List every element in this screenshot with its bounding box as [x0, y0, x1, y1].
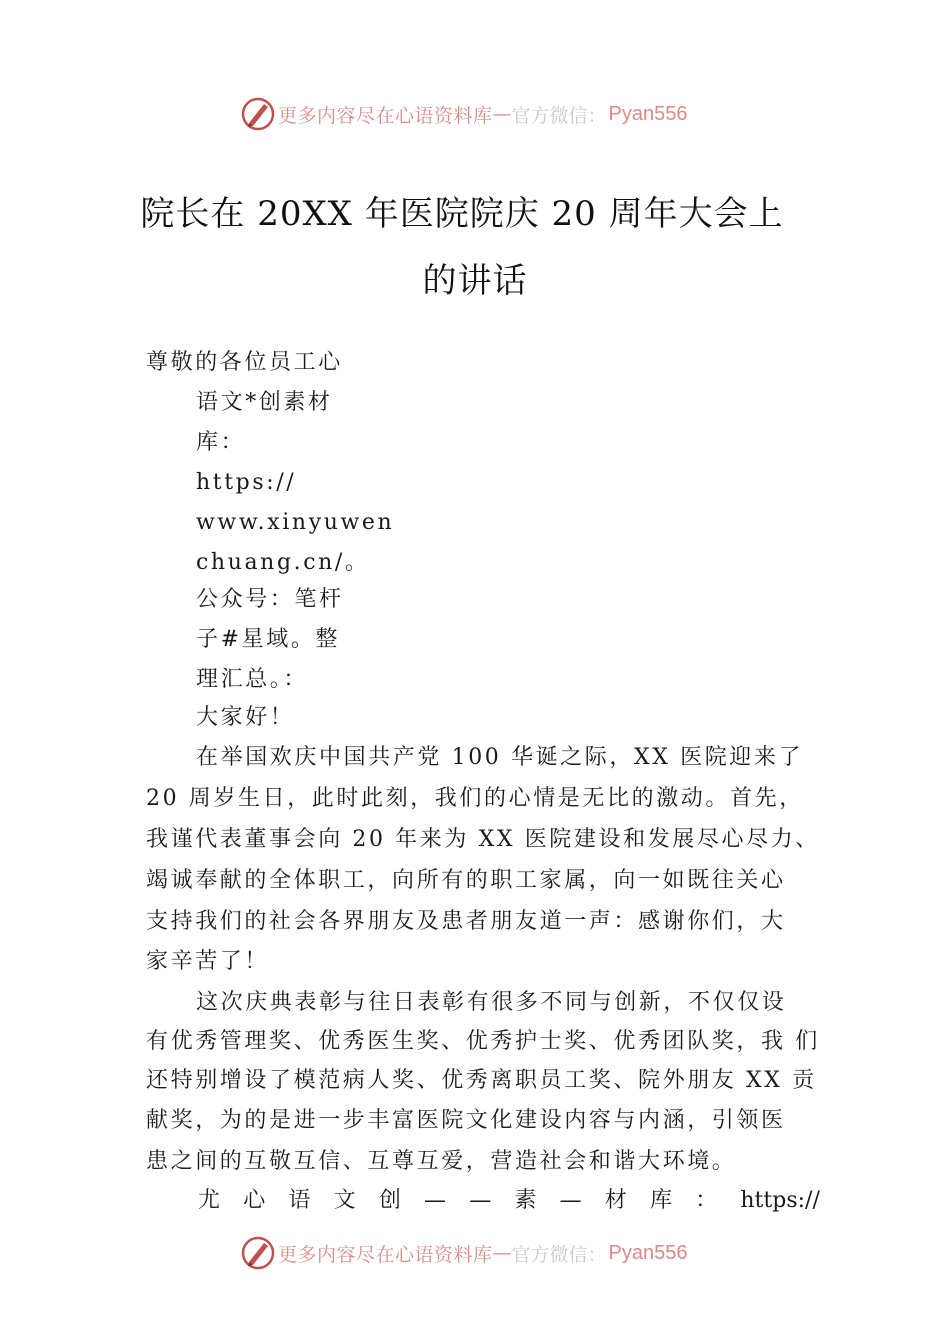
pen-logo-icon: [240, 96, 276, 132]
body-line: 公众号：笔杆: [196, 587, 344, 612]
body-char: —: [469, 1188, 492, 1213]
banner-label: 官方微信：: [511, 104, 607, 127]
body-char: 尤: [198, 1188, 221, 1213]
banner-label: 官方微信：: [511, 1243, 607, 1266]
body-char: 素: [514, 1188, 537, 1213]
body-char: 材: [604, 1188, 627, 1213]
body-line: 20 周岁生日，此时此刻，我们的心情是无比的激动。首先，: [146, 786, 804, 811]
document-title-line-2: 的讲话: [422, 261, 528, 301]
body-line: 这次庆典表彰与往日表彰有很多不同与创新，不仅仅设: [196, 990, 787, 1015]
body-line: 理汇总。：: [196, 667, 309, 692]
body-line: www.xinyuwen: [196, 510, 395, 535]
body-line: 家辛苦了！: [146, 949, 270, 974]
footer-banner: [240, 1235, 688, 1271]
banner-separator: —: [492, 1242, 512, 1264]
body-line: 尊敬的各位员工心: [146, 350, 343, 375]
body-char: —: [424, 1188, 447, 1213]
banner-slogan: 更多内容尽在心语资料库: [278, 104, 493, 127]
body-line: 在举国欢庆中国共产党 100 华诞之际，XX 医院迎来了: [196, 745, 804, 770]
body-line: 献奖，为的是进一步丰富医院文化建设内容与内涵，引领医: [146, 1108, 786, 1133]
body-char: 创: [378, 1188, 401, 1213]
body-char: 库: [649, 1188, 672, 1213]
body-line: chuang.cn/。: [196, 550, 370, 575]
body-line: 竭诚奉献的全体职工，向所有的职工家属，向一如既往关心: [146, 868, 786, 893]
body-line: 子#星域。整: [196, 627, 341, 652]
body-line: 还特别增设了模范病人奖、优秀离职员工奖、院外朋友 XX 贡: [146, 1068, 817, 1093]
body-char: ：: [695, 1188, 718, 1213]
body-line: 我谨代表董事会向 20 年来为 XX 医院建设和发展尽心尽力、: [146, 827, 820, 852]
body-char: https://: [740, 1188, 820, 1213]
banner-wechat-id: Pyan556: [608, 102, 688, 125]
body-line: 大家好！: [196, 705, 295, 730]
body-char: 语: [288, 1188, 311, 1213]
body-line: 库：: [196, 430, 246, 455]
banner-wechat-id: Pyan556: [608, 1241, 688, 1264]
banner-slogan: 更多内容尽在心语资料库: [278, 1243, 493, 1266]
body-char: 心: [243, 1188, 266, 1213]
body-line: 患之间的互敬互信、互尊互爱，营造社会和谐大环境。: [146, 1149, 737, 1174]
body-line: 支持我们的社会各界朋友及患者朋友道一声：感谢你们，大: [146, 909, 786, 934]
document-title-line-1: 院长在 20XX 年医院院庆 20 周年大会上: [140, 194, 784, 234]
body-line: 有优秀管理奖、优秀医生奖、优秀护士奖、优秀团队奖，我 们: [146, 1029, 820, 1054]
body-char: 文: [333, 1188, 356, 1213]
body-line: https://: [196, 470, 297, 495]
last-body-line: [198, 1186, 820, 1216]
header-banner: [240, 96, 688, 132]
pen-logo-icon: [240, 1235, 276, 1271]
body-line: 语文*创素材: [196, 390, 333, 415]
banner-separator: —: [492, 103, 512, 125]
body-char: —: [559, 1188, 582, 1213]
